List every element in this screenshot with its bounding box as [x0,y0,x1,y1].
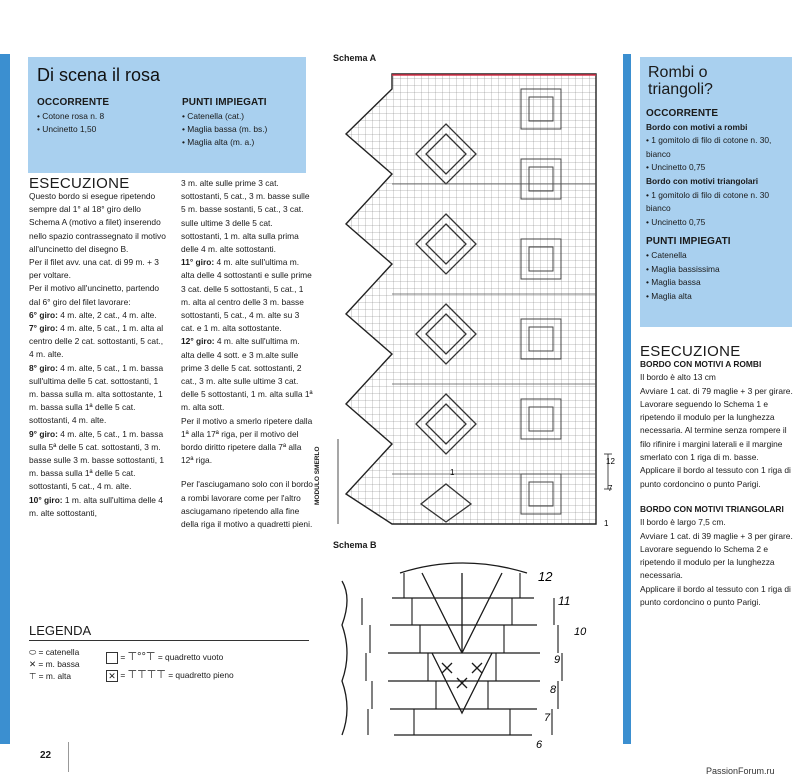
modulo-smerlo-label: MODULO SMERLO [314,446,321,505]
left-esecuzione-heading: ESECUZIONE [29,175,130,192]
schema-a-row-1: 1 [604,519,609,528]
right-box-content: OCCORRENTE Bordo con motivi a rombi • 1 gomitolo di filo di cotone n. 30, bianco • Uncinetto 0,75 Bordo con motivi triangolari • 1 gomitolo di filo di cotone n. 30 bianco • Uncinetto 0,75 PUNTI IMPIEGATI • Catenella • Maglia bassissima • Maglia bassa • Maglia alta [646,107,788,303]
legenda-rule [29,640,309,641]
left-esecuzione-col1: Questo bordo si esegue ripetendo sempre dal 1° al 18° giro dello Schema A (motivo a filet) inserendo nello spazio contrassegnato il motivo all'uncinetto del disegno B. Per il filet avv. una cat. di 99 m. + 3 per voltare. Per il motivo all'uncinetto, partendo dal 6° giro del filet lavorare: 6° giro: 4 m. alte, 2 cat., 4 m. alte. 7° giro: 4 m. alte, 5 cat., 1 m. alta al centro delle 2 cat. sottostanti, 5 cat., 4 m. alte. 8° giro: 4 m. alte, 5 cat., 1 m. bassa sull'ultima delle 5 cat. sottostanti, 1 m. bassa sulla m. alta sottostante, 1 m. bassa sulla 1ª delle 5 cat. sottostanti, 4 m. alte. 9° giro: 4 m. alte, 5 cat., 1 m. bassa sulla 5ª delle 5 cat. sottostanti, 3 m. basse sulle 3 m. basse sottostanti, 1 m. bassa sulla 1ª delle 5 cat. sottostanti, 5 cat., 4 m. alte. 10° giro: 1 m. alta sull'ultima delle 4 m. alte sottostanti, [29,191,166,518]
legenda-right: = ⊤°°⊤ = quadretto vuoto ✕ = ⊤⊤⊤⊤ = quadretto pieno [106,648,234,684]
schema-b-chart [322,553,608,753]
schema-b-row-7: 7 [544,712,551,724]
left-info-box [28,57,306,173]
m-alta-symbol-icon: ⊤ [29,671,37,681]
left-box-title: Di scena il rosa [37,65,161,85]
left-occorrente-label: OCCORRENTE [37,97,110,108]
right-box-title: Rombi o triangoli? [648,64,713,98]
page-number: 22 [40,750,52,761]
right-esecuzione-body: BORDO CON MOTIVI A ROMBI Il bordo è alto 13 cm Avviare 1 cat. di 79 maglie + 3 per girare. Lavorare seguendo lo Schema 1 e ripetendo il modulo per la lunghezza necessaria. Al termine senza rompere il filo rifinire i margini laterali e il margine smerlato con 1 riga di m. basse. Applicare il bordo al tessuto con 1 riga di punto cordoncino o punto Parigi. BORDO CON MOTIVI TRIANGOLARI Il bordo è largo 7,5 cm. Avviare 1 cat. di 39 maglie + 3 per girare. Lavorare seguendo lo Schema 2 e ripetendo il modulo per la lunghezza necessaria. Applicare il bordo al tessuto con 1 riga di punto cordoncino o punto Parigi. [640,359,793,608]
left-punti-list: • Catenella (cat.) • Maglia bassa (m. bs.) • Maglia alta (m. a.) [182,110,306,150]
schema-b-row-10: 10 [574,626,587,638]
right-info-box [640,57,792,327]
schema-b-label: Schema B [333,540,377,550]
watermark: PassionForum.ru [706,766,775,776]
schema-b-row-11: 11 [558,594,571,608]
empty-square-icon [106,652,118,664]
footer-divider [68,742,69,772]
left-esecuzione-col2: 3 m. alte sulle prime 3 cat. sottostanti, 5 cat., 3 m. basse sulle 5 m. basse sostanti, 5 cat., 3 cat. sulle ultime 3 delle 5 cat. sottostanti, 1 m. alta sulla prima delle 4 m. alte sottostanti. 11° giro: 4 m. alte sull'ultima m. alta delle 4 sottostanti e sulle prime 3 cat. delle 5 sottostanti, 5 cat., 1 m. alta al centro delle 3 m. basse sottostanti, 5 cat., 4 m. alte su 3 cat. e 1 m. alta sottostante. 12° giro: 4 m. alte sull'ultima m. alta delle 4 sott. e 3 m.alte sulle prime 3 delle 5 cat. sottostanti, 2 cat., 3 m. alte sulle ultime 3 cat. delle 5 sottostanti, 1 m. alta sulla 1ª m. alta sott. Per il motivo a smerlo ripetere dalla 1ª alla 17ª riga, per il motivo del bordo diritto ripetere dalla 7ª alla 12ª riga. Per l'asciugamano solo con il bordo a rombi lavorare come per l'altro asciugamano ripetendo alla fine della riga il motivo a quadretti pieni. [181,178,313,530]
catenella-symbol-icon: ⬭ [29,647,37,657]
m-bassa-symbol-icon: ✕ [29,659,37,669]
schema-a-label: Schema A [333,53,377,63]
left-occorrente-list: • Cotone rosa n. 8 • Uncinetto 1,50 [37,110,167,136]
schema-a-chart [316,64,620,534]
schema-b-row-6: 6 [536,739,543,751]
schema-a-motif-1: 1 [450,468,455,477]
left-accent-bar [0,54,10,744]
right-esecuzione-heading: ESECUZIONE [640,343,741,360]
schema-a-row-7: 7 [608,484,613,493]
legenda-heading: LEGENDA [29,623,92,638]
schema-b-row-12: 12 [538,569,553,584]
legenda-left: ⬭ = catenella ✕ = m. bassa ⊤ = m. alta [29,647,80,681]
filled-square-icon: ✕ [106,670,118,682]
schema-b-row-9: 9 [554,654,561,666]
schema-a-row-12: 12 [606,457,615,466]
left-punti-label: PUNTI IMPIEGATI [182,97,267,108]
schema-b-row-8: 8 [550,684,557,696]
right-accent-bar [623,54,631,744]
